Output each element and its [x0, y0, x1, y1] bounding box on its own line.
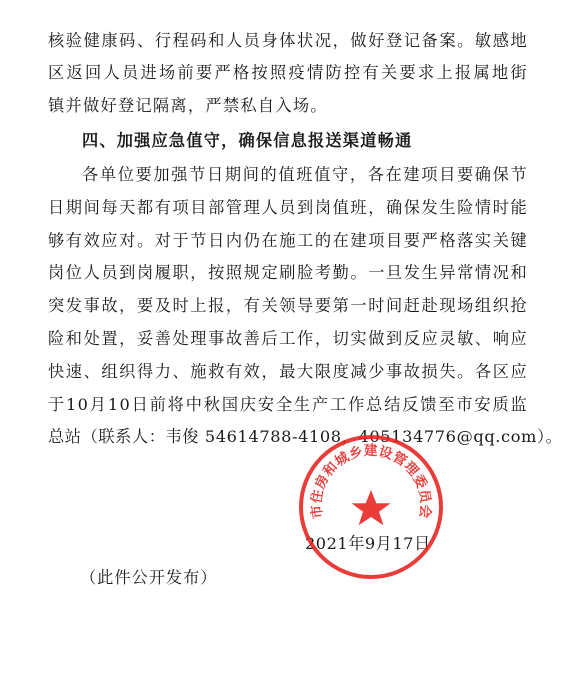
section-line-4: 岗位人员到岗履职，按照规定刷脸考勤。一旦发生异常情况和 [48, 263, 528, 282]
body-line-2: 区返回人员进场前要严格按照疫情防控有关要求上报属地街 [48, 63, 528, 82]
footer-note: （此件公开发布） [80, 568, 218, 587]
document-date: 2021年9月17日 [305, 534, 431, 553]
official-seal [296, 432, 446, 582]
section-line-3: 够有效应对。对于节日内仍在施工的在建项目要严格落实关键 [48, 231, 528, 250]
star-icon [352, 490, 391, 525]
section-line-6: 险和处置，妥善处理事故善后工作，切实做到反应灵敏、响应 [48, 329, 528, 348]
section-line-9: 总站（联系人：韦俊 54614788-4108，405134776@qq.com）。 [48, 427, 563, 446]
body-line-3: 镇并做好登记隔离，严禁私自入场。 [48, 96, 328, 115]
section-line-8: 于10月10日前将中秋国庆安全生产工作总结反馈至市安质监 [48, 395, 528, 414]
section-line-1: 各单位要加强节日期间的值班值守，各在建项目要确保节 [82, 165, 528, 184]
section-line-7: 快速、组织得力、施救有效，最大限度减少事故损失。各区应 [48, 362, 528, 381]
section-line-5: 突发事故，要及时上报，有关领导要第一时间赶赴现场组织抢 [48, 296, 528, 315]
section-line-2: 日期间每天都有项目部管理人员到岗值班，确保发生险情时能 [48, 198, 528, 217]
seal-text: 市住房和城乡建设管理委员会 [308, 443, 434, 520]
body-line-1: 核验健康码、行程码和人员身体状况，做好登记备案。敏感地 [48, 31, 528, 50]
section-heading: 四、加强应急值守，确保信息报送渠道畅通 [82, 131, 413, 150]
